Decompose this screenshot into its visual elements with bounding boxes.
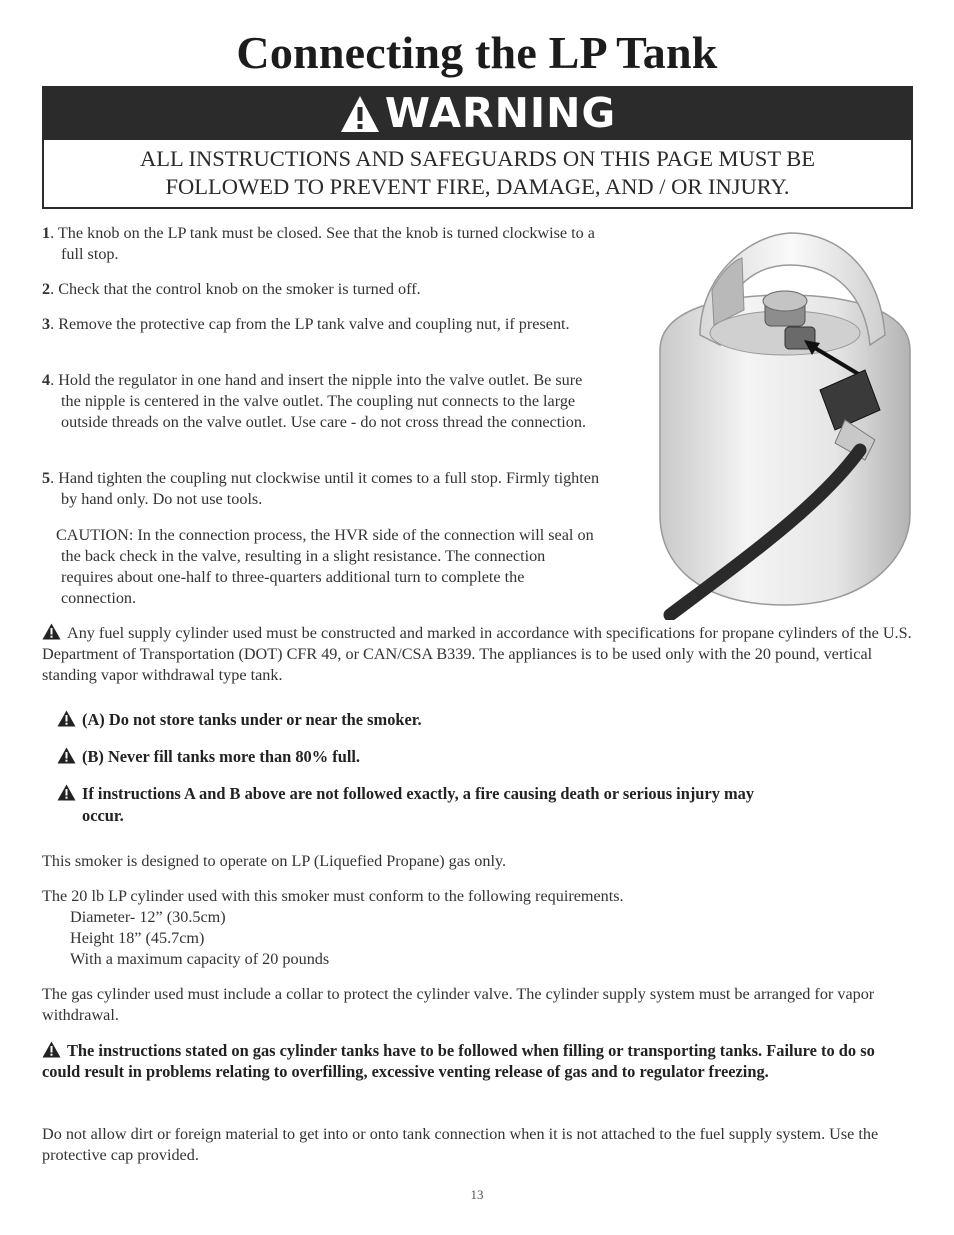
warning-triangle-icon xyxy=(339,94,381,134)
requirement-capacity: With a maximum capacity of 20 pounds xyxy=(70,950,330,968)
page-title: Connecting the LP Tank xyxy=(236,27,718,78)
caution-note: CAUTION: In the connection process, the HVR side of the connection will seal on the back check in the valve, resulting in a slight resistance. The connection requires about one-half to three-quarters additional turn to complete the connection. xyxy=(56,526,594,607)
warning-line-1: ALL INSTRUCTIONS AND SAFEGUARDS ON THIS PAGE MUST BE xyxy=(139,146,816,171)
step-4: 4. Hold the regulator in one hand and insert the nipple into the valve outlet. Be sure the nipple is centered in the valve outlet. The coupling nut connects to the large outside threads on the valve outlet. Use care - do not cross thread the connection. xyxy=(42,371,587,431)
requirement-height: Height 18” (45.7cm) xyxy=(70,929,205,947)
warning-triangle-icon xyxy=(57,710,76,727)
warning-message-box xyxy=(42,140,913,209)
requirement-diameter: Diameter- 12” (30.5cm) xyxy=(70,908,226,926)
step-3: 3. Remove the protective cap from the LP tank valve and coupling nut, if present. xyxy=(42,315,570,333)
page-number: 13 xyxy=(470,1187,484,1202)
warning-line-2: FOLLOWED TO PREVENT FIRE, DAMAGE, AND / OR INJURY. xyxy=(165,174,790,199)
warning-a: (A) Do not store tanks under or near the smoker. xyxy=(57,709,777,730)
step-2: 2. Check that the control knob on the smoker is turned off. xyxy=(42,280,421,298)
lp-tank-regulator-illustration xyxy=(640,215,930,620)
cylinder-spec-paragraph: Any fuel supply cylinder used must be constructed and marked in accordance with specifications for propane cylinders of the U.S. Department of Transportation (DOT) CFR 49, or CAN/CSA B339. The appliances is to be used only with the 20 pound, vertical standing vapor withdrawal type tank. xyxy=(42,624,912,684)
warning-b: (B) Never fill tanks more than 80% full. xyxy=(57,746,777,767)
collar-paragraph: The gas cylinder used must include a collar to protect the cylinder valve. The cylinder supply system must be arranged for vapor withdrawal. xyxy=(42,985,875,1024)
warning-triangle-icon xyxy=(42,623,61,640)
dirt-paragraph: Do not allow dirt or foreign material to get into or onto tank connection when it is not attached to the fuel supply system. Use the protective cap provided. xyxy=(42,1125,879,1164)
warning-c: If instructions A and B above are not followed exactly, a fire causing death or serious injury may occur. xyxy=(57,783,782,827)
warning-triangle-icon xyxy=(57,784,76,801)
lp-only-paragraph: This smoker is designed to operate on LP (Liquefied Propane) gas only. xyxy=(42,852,507,870)
warning-triangle-icon xyxy=(42,1041,61,1058)
step-5: 5. Hand tighten the coupling nut clockwise until it comes to a full stop. Firmly tighten by hand only. Do not use tools. xyxy=(42,469,600,508)
warning-banner xyxy=(42,86,913,140)
step-1: 1. The knob on the LP tank must be closed. See that the knob is turned clockwise to a full stop. xyxy=(42,224,595,263)
cylinder-warning-paragraph: The instructions stated on gas cylinder tanks have to be followed when filling or transporting tanks. Failure to do so could result in problems relating to overfilling, excessive venting release of gas and to regulator freezing. xyxy=(42,1041,875,1081)
warning-word: WARNING xyxy=(384,89,617,137)
warning-triangle-icon xyxy=(57,747,76,764)
requirements-intro: The 20 lb LP cylinder used with this smoker must conform to the following requirements. xyxy=(42,887,624,905)
